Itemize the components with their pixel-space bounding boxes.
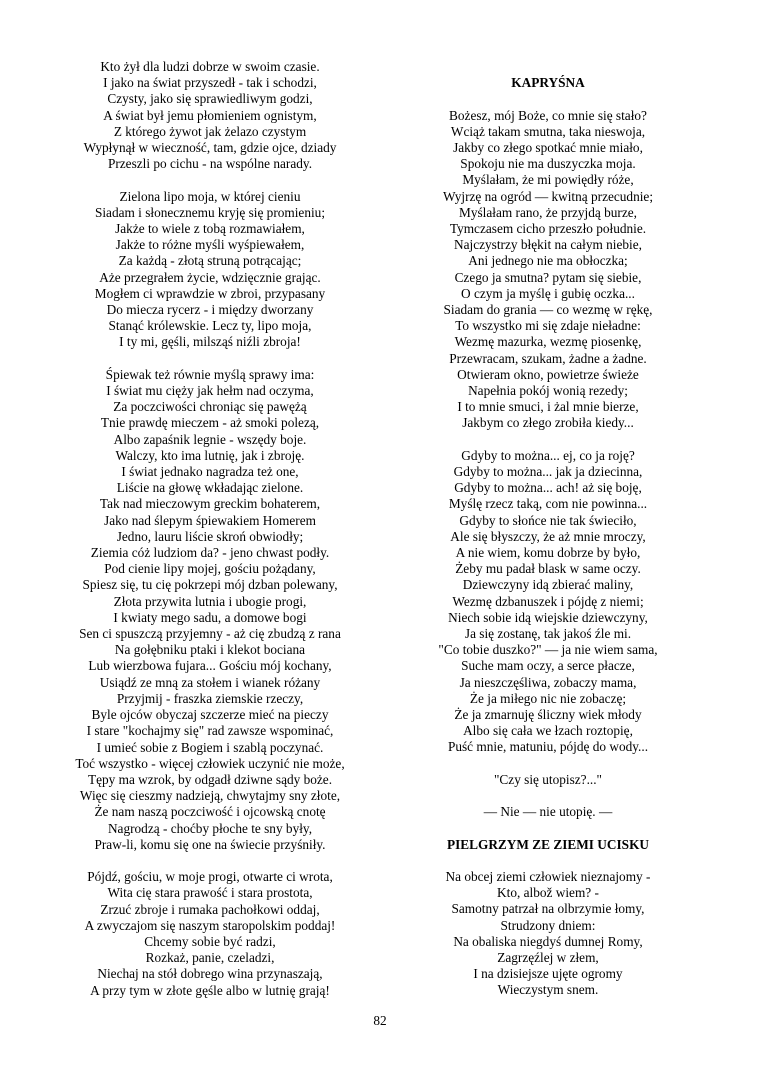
verse-line: Gdyby to można... jak ja dziecinna,: [453, 464, 643, 480]
stanza: [378, 772, 718, 788]
verse-line: Albo się cała we łzach roztopię,: [463, 723, 633, 739]
stanza: [40, 869, 380, 999]
verse-line: Na obcej ziemi człowiek nieznajomy -: [445, 869, 651, 885]
verse-line: Pod cienie lipy mojej, gościu pożądany,: [104, 561, 316, 577]
verse-line: Pójdź, gościu, w moje progi, otwarte ci wrota,: [87, 869, 333, 885]
verse-line: Że nam naszą poczciwość i ojcowską cnotę: [94, 804, 326, 820]
verse-line: Niechaj na stół dobrego wina przynaszają,: [97, 966, 323, 982]
verse-line: Zielona lipo moja, w której cieniu: [119, 188, 301, 204]
verse-line: Spokoju nie ma duszyczka moja.: [460, 156, 636, 172]
verse-line: Że ja miłego nic nie zobaczę;: [469, 690, 627, 706]
verse-line: Praw-li, komu się one na świecie przyśniły.: [94, 836, 326, 852]
verse-line: I na dzisiejsze ujęte ogromy: [473, 966, 623, 982]
verse-line: Kto żył dla ludzi dobrze w swoim czasie.: [100, 59, 320, 74]
verse-line: Czysty, jako się sprawiedliwym godzi,: [107, 91, 313, 107]
verse-line: Z którego żywot jak żelazo czystym: [113, 123, 307, 139]
verse-line: Lub wierzbowa fujara... Gościu mój kochany,: [88, 658, 332, 674]
verse-line: I jako na świat przyszedł - tak i schodzi,: [103, 75, 317, 91]
poem-pielgrzym: [378, 869, 718, 999]
stanza: [40, 59, 380, 172]
verse-line: Usiądź ze mną za stołem i wianek różany: [99, 674, 321, 690]
verse-line: I świat jednako nagradza też one,: [121, 464, 299, 480]
stanza: [378, 869, 718, 999]
verse-line: Strudzony dniem:: [500, 917, 596, 933]
verse-line: Najczystrzy błękit na całym niebie,: [454, 237, 642, 253]
verse-line: Że ja zmarnuję śliczny wiek młody: [454, 707, 642, 723]
stanza: [378, 804, 718, 820]
verse-line: — Nie — nie utopię. —: [483, 804, 613, 820]
verse-line: Myślę rzecz taką, com nie powinna...: [448, 496, 648, 512]
verse-line: Przyjmij - fraszka ziemskie rzeczy,: [116, 690, 304, 706]
verse-line: Aże przegrałem życie, wdzięcznie grając.: [99, 269, 321, 285]
verse-line: Tępy ma wzrok, by odgadł dziwne sądy boże.: [87, 771, 333, 787]
verse-line: Ja się zostanę, tak jakoś źle mi.: [464, 626, 632, 642]
verse-line: Suche mam oczy, a serce płacze,: [461, 658, 635, 674]
verse-line: I ty mi, gęśli, milsząś niźli zbroja!: [119, 334, 301, 350]
verse-line: Za poczciwości chroniąc się pawężą: [113, 399, 307, 415]
verse-line: Dziewczyny idą zbierać maliny,: [462, 577, 634, 593]
verse-line: I świat mu cięży jak hełm nad oczyma,: [106, 383, 314, 399]
verse-line: Myślałam, że mi powiędły róże,: [462, 172, 634, 188]
verse-line: A zwyczajom się naszym staropolskim poddaj!: [84, 917, 336, 933]
verse-line: I umieć sobie z Bogiem i szablą poczynać.: [96, 739, 324, 755]
verse-line: Gdyby to można... ej, co ja roję?: [461, 447, 635, 463]
stanza: [378, 108, 718, 432]
verse-line: I stare "kochajmy się" rad zawsze wspominać,: [86, 723, 334, 739]
verse-line: Ziemia cóż ludziom da? - jeno chwast podły.: [90, 545, 330, 561]
verse-line: Jakbym co złego zrobiła kiedy...: [462, 415, 634, 431]
poem-title-pielgrzym: PIELGRZYM ZE ZIEMI UCISKU: [446, 836, 650, 852]
verse-line: Wezmę dzbanuszek i pójdę z niemi;: [452, 593, 644, 609]
verse-line: Przewracam, szukam, żadne a żadne.: [449, 350, 647, 366]
verse-line: Tnie prawdę mieczem - aż smoki polezą,: [100, 415, 320, 431]
verse-line: I kwiaty mego sadu, a domowe bogi: [113, 609, 307, 625]
verse-line: Toć wszystko - więcej człowiek uczynić nie może,: [75, 755, 345, 771]
verse-line: Otwieram okno, powietrze świeże: [457, 366, 639, 382]
verse-line: Spiesz się, tu cię pokrzepi mój dzban polewany,: [82, 577, 338, 593]
verse-line: Wypłynął w wieczność, tam, gdzie ojce, dziady: [83, 140, 337, 156]
stanza: [378, 448, 718, 756]
verse-line: Jedno, lauru liście skroń obwiodły;: [116, 528, 304, 544]
verse-line: Samotny patrzał na olbrzymie łomy,: [451, 901, 645, 917]
verse-line: Na gołębniku ptaki i klekot bociana: [114, 642, 306, 658]
verse-line: Złota przywita lutnia i ubogie progi,: [113, 593, 307, 609]
verse-line: Żeby mu padał blask w same oczy.: [455, 561, 641, 577]
poem-kaprysna: [378, 108, 718, 821]
verse-line: Gdyby to słońce nie tak świeciło,: [459, 512, 637, 528]
verse-line: Walczy, kto ima lutnię, jak i zbroję.: [115, 447, 305, 463]
verse-line: Zrzuć zbroje i rumaka pachołkowi oddaj,: [100, 901, 320, 917]
verse-line: Mogłem ci wprawdzie w zbroi, przypasany: [94, 285, 326, 301]
left-column: [40, 59, 380, 1015]
verse-line: Za każdą - złotą struną potrącając;: [118, 253, 302, 269]
right-column: [378, 59, 718, 1015]
verse-line: Stanąć królewskie. Lecz ty, lipo moja,: [108, 318, 312, 334]
stanza: [40, 367, 380, 853]
verse-line: Śpiewak też równie myślą sprawy ima:: [105, 366, 315, 382]
verse-line: Jakże to różne myśli wyśpiewałem,: [115, 237, 305, 253]
verse-line: Tymczasem cicho przeszło południe.: [449, 221, 647, 236]
verse-line: Bożesz, mój Boże, co mnie się stało?: [449, 107, 647, 123]
verse-line: Jakby co złego spotkać mnie miało,: [453, 139, 643, 155]
verse-line: "Co tobie duszko?" — ja nie wiem sama,: [438, 642, 658, 658]
verse-line: Albo zapaśnik legnie - wszędy boje.: [113, 431, 307, 447]
verse-line: Rozkaż, panie, czeladzi,: [145, 950, 275, 966]
verse-line: Puść mnie, matuniu, pójdę do wody...: [447, 739, 649, 755]
verse-line: Więc się cieszmy nadzieją, chwytajmy sny złote,: [79, 788, 341, 804]
verse-line: I to mnie smuci, i żal mnie bierze,: [457, 399, 639, 415]
verse-line: Wyjrzę na ogród — kwitną przecudnie;: [442, 188, 654, 204]
verse-line: Gdyby to można... ach! aż się boję,: [454, 480, 642, 496]
stanza: [40, 189, 380, 351]
verse-line: Niech sobie idą wiejskie dziewczyny,: [448, 609, 648, 625]
verse-line: Jakże to wiele z tobą rozmawiałem,: [115, 221, 305, 237]
verse-line: Wezmę mazurka, wezmę piosenkę,: [454, 334, 642, 350]
verse-line: Ani jednego nie ma obłoczka;: [468, 253, 628, 269]
verse-line: Sen ci spuszczą przyjemny - aż cię zbudzą z rana: [79, 626, 341, 642]
verse-line: A świat był jemu płomieniem ognistym,: [103, 107, 317, 123]
verse-line: Na obaliska niegdyś dumnej Romy,: [453, 933, 643, 949]
verse-line: Nagrodzą - choćby płoche te sny były,: [107, 820, 313, 836]
verse-line: Do miecza rycerz - i między dworzany: [106, 302, 314, 318]
verse-line: Tak nad mieczowym greckim bohaterem,: [99, 496, 321, 512]
verse-line: A nie wiem, komu dobrze by było,: [455, 545, 641, 561]
verse-line: Chcemy sobie być radzi,: [144, 933, 276, 949]
verse-line: Siadam do grania — co wezmę w rękę,: [443, 302, 653, 318]
verse-line: A przy tym w złote gęśle albo w lutnię grają!: [90, 982, 330, 998]
verse-line: Ale się błyszczy, że aż mnie mroczy,: [450, 528, 646, 544]
verse-line: Wita cię stara prawość i stara prostota,: [107, 885, 313, 901]
verse-line: Wciąż takam smutna, taka nieswoja,: [450, 123, 646, 139]
verse-line: "Czy się utopisz?...": [494, 771, 602, 787]
verse-line: O czym ja myślę i gubię oczka...: [461, 285, 635, 301]
verse-line: Jako nad ślepym śpiewakiem Homerem: [104, 512, 316, 528]
verse-line: Przeszli po cichu - na wspólne narady.: [107, 156, 313, 172]
verse-line: Siadam i słonecznemu kryję się promieniu;: [94, 204, 326, 220]
verse-line: To wszystko mi się zdaje nieładne:: [455, 318, 641, 334]
verse-line: Czego ja smutna? pytam się siebie,: [454, 269, 642, 285]
verse-line: Liście na głowę wkładając zielone.: [116, 480, 304, 496]
verse-line: Zagrzęźlej w złem,: [497, 950, 599, 966]
verse-line: Byle ojców obyczaj szczerze mieć na pieczy: [91, 707, 329, 723]
page-number: 82: [373, 1013, 387, 1028]
verse-line: Kto, albož wiem? -: [497, 885, 599, 901]
poem-title-kaprysna: KAPRYŚNA: [511, 75, 585, 91]
verse-line: Wieczystym snem.: [497, 982, 599, 998]
verse-line: Napełnia pokój wonią rezedy;: [468, 383, 628, 399]
verse-line: Myślałam rano, że przyjdą burze,: [459, 204, 637, 220]
verse-line: Ja nieszczęśliwa, zobaczy mama,: [459, 674, 637, 690]
